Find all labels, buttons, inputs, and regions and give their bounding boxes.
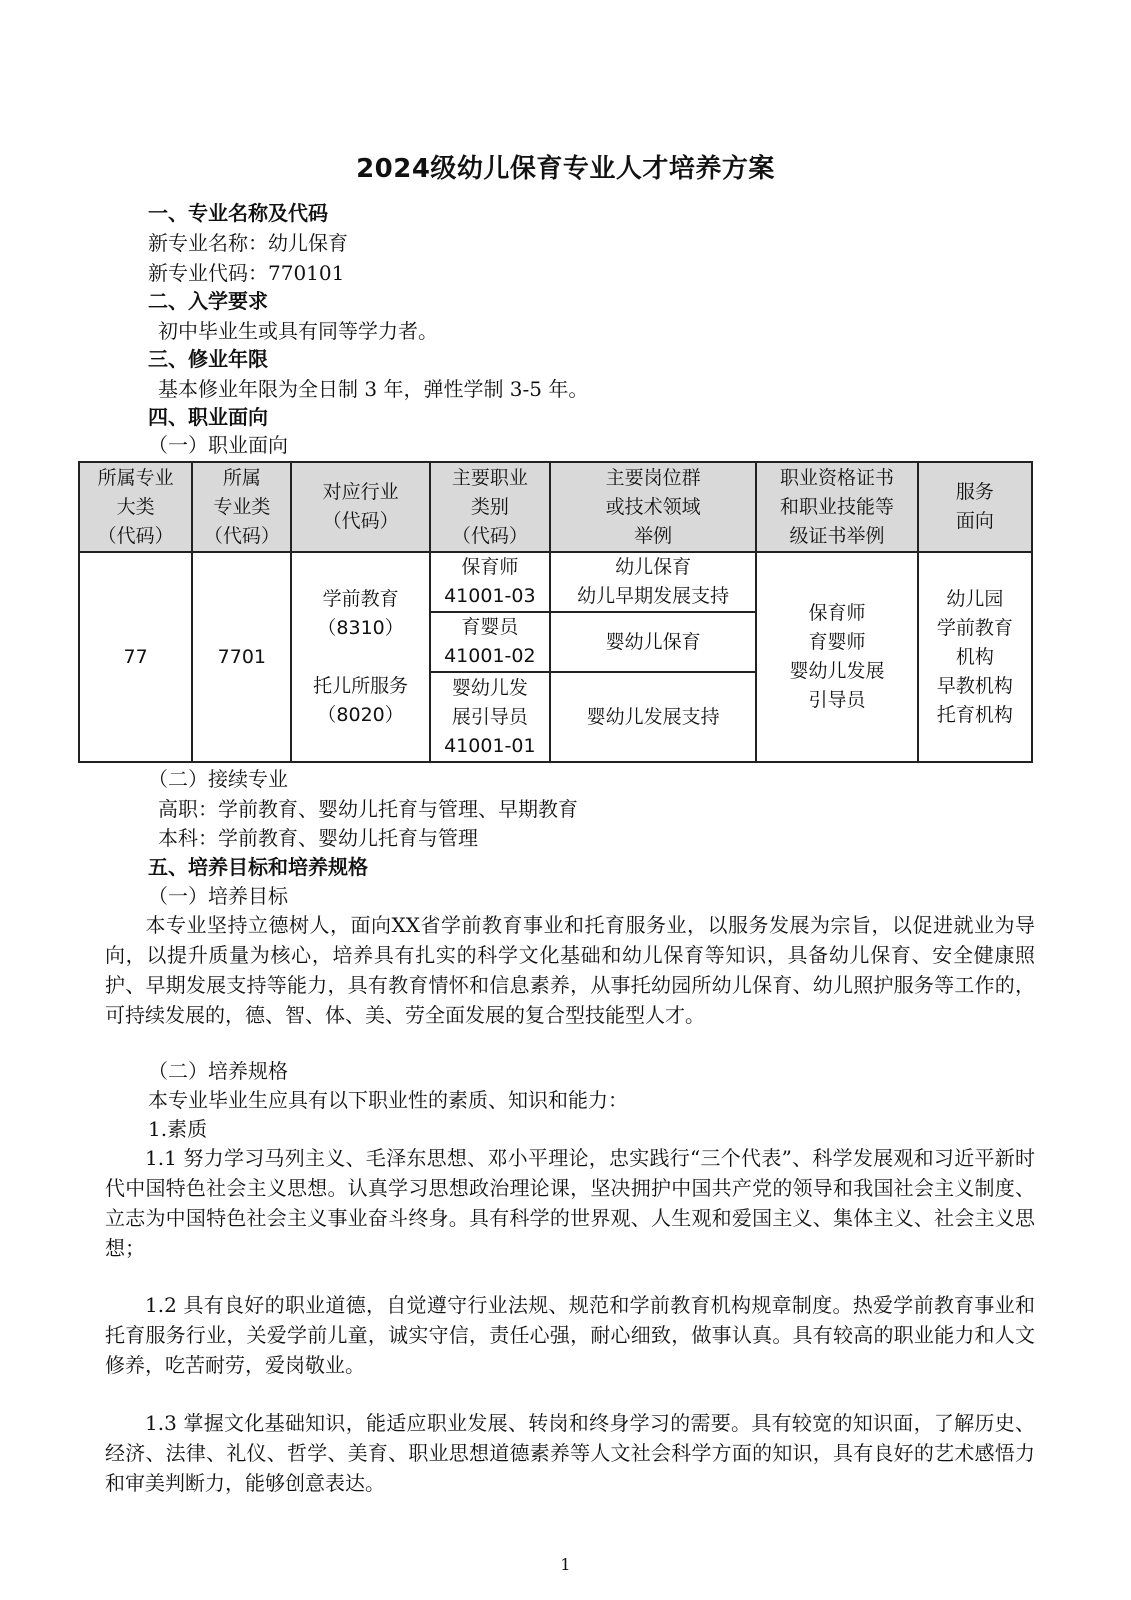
header-cell: 主要岗位群 或技术领域 举例: [550, 462, 756, 552]
header-cell: 所属 专业类 （代码）: [192, 462, 291, 552]
certificate-cell: 保育师 育婴师 婴幼儿发展 引导员: [756, 552, 917, 762]
new-major-name: 新专业名称：幼儿保育: [148, 231, 348, 255]
quality-paragraph-2: 1.2 具有良好的职业道德，自觉遵守行业法规、规范和学前教育机构规章制度。热爱学前教育事业和托育服务行业，关爱学前儿童，诚实守信，责任心强，耐心细致，做事认真。具有较高的职业能力和人文修养，吃苦耐劳，爱岗敬业。: [105, 1293, 1035, 1377]
spec-intro: 本专业毕业生应具有以下职业性的素质、知识和能力：: [148, 1088, 628, 1112]
quality-paragraph-3: 1.3 掌握文化基础知识，能适应职业发展、转岗和终身学习的需要。具有较宽的知识面，了解历史、经济、法律、礼仪、哲学、美育、职业思想道德素养等人文社会科学方面的知识，具有良好的艺术感悟力和审美判断力，能够创意表达。: [105, 1411, 1035, 1495]
quality-heading: 1.素质: [148, 1117, 208, 1141]
service-cell: 幼儿园 学前教育 机构 早教机构 托育机构: [918, 552, 1032, 762]
quality-paragraph-1: 1.1 努力学习马列主义、毛泽东思想、邓小平理论，忠实践行“三个代表”、科学发展观和习近平新时代中国特色社会主义思想。认真学习思想政治理论课，坚决拥护中国共产党的领导和我国社会主义制度、立志为中国特色社会主义事业奋斗终身。具有科学的世界观、人生观和爱国主义、集体主义、社会主义思想；: [105, 1146, 1035, 1260]
section-3-heading: 三、修业年限: [148, 347, 268, 371]
post-cell: 婴幼儿发展支持: [550, 672, 756, 762]
section-1-heading: 一、专业名称及代码: [148, 201, 328, 225]
section-4-sub-2: （二）接续专业: [148, 767, 288, 791]
higher-vocational-line: 高职：学前教育、婴幼儿托育与管理、早期教育: [158, 797, 578, 821]
section-5-heading: 五、培养目标和培养规格: [148, 855, 368, 879]
major-class-cell: 77: [79, 552, 192, 762]
header-cell: 所属专业 大类 （代码）: [79, 462, 192, 552]
bachelor-line: 本科：学前教育、婴幼儿托育与管理: [158, 826, 478, 850]
section-4-sub-1: （一）职业面向: [148, 433, 288, 457]
section-5-sub-2: （二）培养规格: [148, 1059, 288, 1083]
section-2-heading: 二、入学要求: [148, 289, 268, 313]
new-major-code: 新专业代码：770101: [148, 261, 345, 285]
industry-cell: 学前教育 （8310） 托儿所服务 （8020）: [291, 552, 429, 762]
post-cell: 幼儿保育 幼儿早期发展支持: [550, 552, 756, 612]
header-cell: 对应行业 （代码）: [291, 462, 429, 552]
major-type-cell: 7701: [192, 552, 291, 762]
header-cell: 职业资格证书 和职业技能等 级证书举例: [756, 462, 917, 552]
section-4-heading: 四、职业面向: [148, 405, 268, 429]
occupation-cell: 保育师 41001-03: [430, 552, 550, 612]
post-cell: 婴幼儿保育: [550, 612, 756, 672]
admission-text: 初中毕业生或具有同等学力者。: [158, 319, 438, 343]
document-title: 2024级幼儿保育专业人才培养方案: [356, 154, 775, 184]
occupation-cell: 婴幼儿发 展引导员 41001-01: [430, 672, 550, 762]
table-header-row: [79, 462, 1032, 552]
header-cell: 服务 面向: [918, 462, 1032, 552]
occupation-cell: 育婴员 41001-02: [430, 612, 550, 672]
duration-text: 基本修业年限为全日制 3 年，弹性学制 3-5 年。: [158, 377, 589, 401]
section-5-sub-1: （一）培养目标: [148, 884, 288, 908]
page-number: 1: [560, 1555, 571, 1574]
header-cell: 主要职业 类别 （代码）: [430, 462, 550, 552]
occupation-table: [78, 461, 1033, 763]
training-goal-paragraph: 本专业坚持立德树人，面向XX省学前教育事业和托育服务业，以服务发展为宗旨，以促进就业为导向，以提升质量为核心，培养具有扎实的科学文化基础和幼儿保育等知识，具备幼儿保育、安全健康照护、早期发展支持等能力，具有教育情怀和信息素养，从事托幼园所幼儿保育、幼儿照护服务等工作的，可持续发展的，德、智、体、美、劳全面发展的复合型技能型人才。: [105, 913, 1035, 1027]
table-row: [79, 552, 1032, 612]
